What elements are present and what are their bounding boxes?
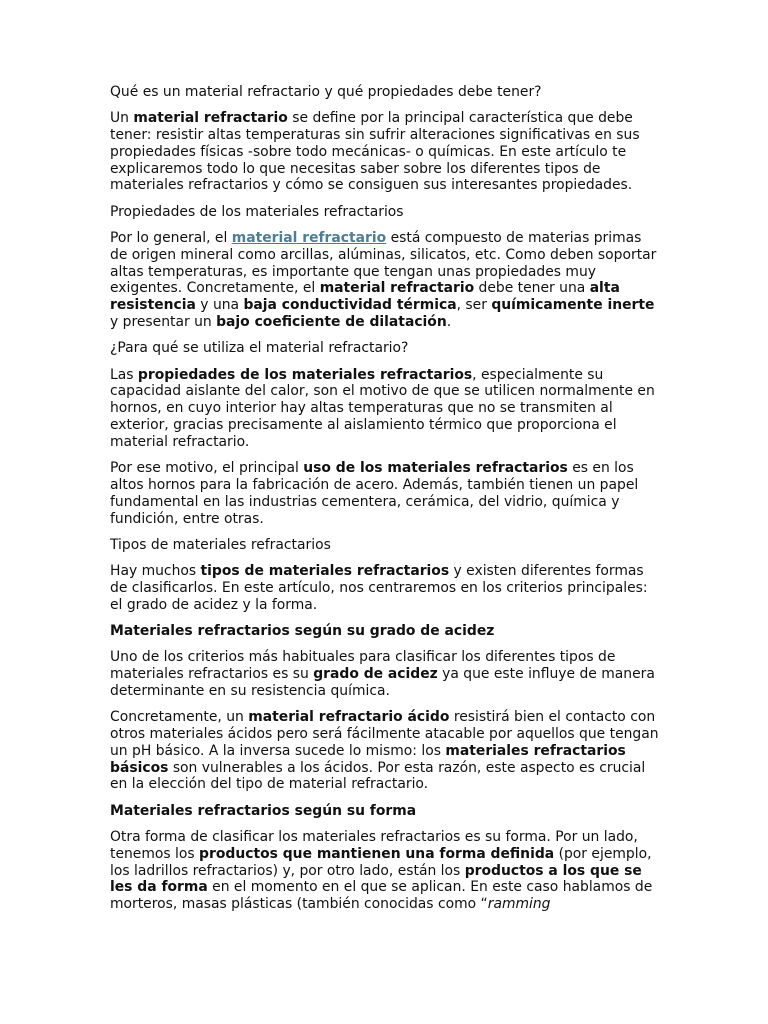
subheading-shape: Materiales refractarios según su forma xyxy=(110,802,417,819)
document-page xyxy=(110,84,662,922)
acidity-paragraph-2: Concretamente, un material refractario ácido resistirá bien el contacto con otros materiales ácidos pero será fácilmente atacable por aquellos que tengan un pH básico. A la inversa sucede lo mismo: los materiales refractarios básicos son vulnerables a los ácidos. Por esta razón, este aspecto es crucial en la elección del tipo de material refractario. xyxy=(110,709,659,793)
material-refractario-link[interactable]: material refractario xyxy=(231,230,387,247)
properties-paragraph: Por lo general, el material refractario está compuesto de materias primas de origen mineral como arcillas, alúminas, silicatos, etc. Como deben soportar altas temperaturas, es importante que tengan unas propiedades muy exigentes. Concretamente, el material refractario debe tener una alta resistencia y una baja conductividad térmica, ser químicamente inerte y presentar un bajo coeficiente de dilatación. xyxy=(110,230,657,331)
shape-paragraph: Otra forma de clasificar los materiales refractarios es su forma. Por un lado, tenemos los productos que mantienen una forma definida (por ejemplo, los ladrillos refractarios) y, por otro lado, están los productos a los que se les da forma en el momento en el que se aplican. En este caso hablamos de morteros, masas plásticas (también conocidas como “ramming xyxy=(110,828,653,913)
intro-paragraph: Un material refractario se define por la principal característica que debe tener: resistir altas temperaturas sin sufrir alteraciones significativas en sus propiedades físicas -sobre todo mecánicas- o químicas. En este artículo te explicaremos todo lo que necesitas saber sobre los diferentes tipos de materiales refractarios y cómo se consiguen sus interesantes propiedades. xyxy=(110,110,640,194)
section-heading-properties: Propiedades de los materiales refractarios xyxy=(110,203,404,220)
section-heading-types: Tipos de materiales refractarios xyxy=(110,536,331,553)
question-heading: Qué es un material refractario y qué propiedades debe tener? xyxy=(110,84,542,100)
question-heading-uses: ¿Para qué se utiliza el material refractario? xyxy=(110,340,409,357)
types-paragraph: Hay muchos tipos de materiales refractarios y existen diferentes formas de clasificarlos. En este artículo, nos centraremos en los criterios principales: el grado de acidez y la forma. xyxy=(110,563,648,613)
uses-paragraph-2: Por ese motivo, el principal uso de los materiales refractarios es en los altos hornos para la fabricación de acero. Además, también tienen un papel fundamental en las industrias cementera, cerámica, del vidrio, química y fundición, entre otras. xyxy=(110,460,639,527)
subheading-acidity: Materiales refractarios según su grado de acidez xyxy=(110,623,495,640)
acidity-paragraph: Uno de los criterios más habituales para clasificar los diferentes tipos de materiales refractarios es su grado de acidez ya que este influye de manera determinante en su resistencia química. xyxy=(110,649,655,699)
uses-paragraph: Las propiedades de los materiales refractarios, especialmente su capacidad aislante del calor, son el motivo de que se utilicen normalmente en hornos, en cuyo interior hay altas temperaturas que no se transmiten al exterior, gracias precisamente al aislamiento térmico que proporciona el material refractario. xyxy=(110,366,655,450)
